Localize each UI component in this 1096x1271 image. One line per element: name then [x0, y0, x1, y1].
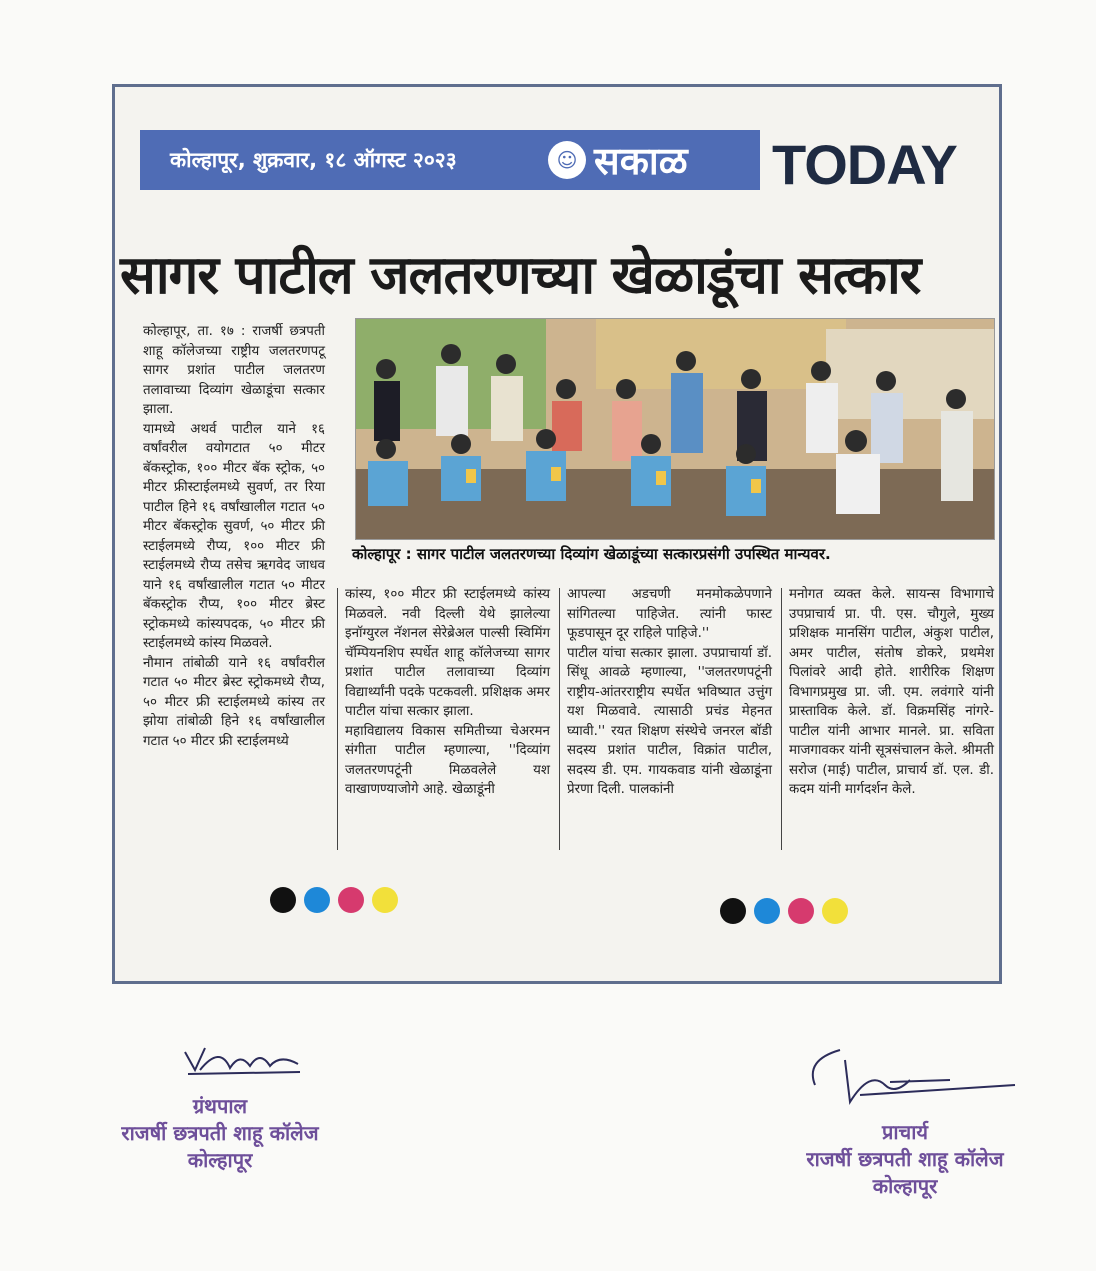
registration-dot	[720, 898, 746, 924]
paragraph: आपल्या अडचणी मनमोकळेपणाने सांगितल्या पाहिजेत. त्यांनी फास्ट फूडपासून दूर राहिले पाहिजे.''	[567, 587, 772, 641]
registration-dot	[372, 887, 398, 913]
stamp-line: कोल्हापूर	[187, 1148, 253, 1172]
registration-marks-right	[720, 898, 848, 924]
paragraph: नौमान तांबोळी याने १६ वर्षांवरील गटात ५० मीटर ब्रेस्ट स्ट्रोकमध्ये रौप्य, ५० मीटर फ्री स्टाईलमध्ये कांस्य तर झोया तांबोळी हिने १६ वर्षांखालील गटात ५० मीटर फ्री स्टाईलमध्ये	[143, 655, 325, 749]
newspaper-logo	[548, 134, 688, 186]
principal-stamp	[770, 1118, 1040, 1199]
stamp-line: राजर्षी छत्रपती शाहू कॉलेज	[806, 1147, 1004, 1171]
registration-dot	[270, 887, 296, 913]
photo-caption: कोल्हापूर : सागर पाटील जलतरणच्या दिव्यांग खेळाडूंच्या सत्कारप्रसंगी उपस्थित मान्यवर.	[352, 545, 831, 563]
paragraph: मनोगत व्यक्त केले. सायन्स विभागाचे उपप्राचार्य प्रा. पी. एस. चौगुले, मुख्य प्रशिक्षक मानसिंग पाटील, अंकुश पाटील, अमर पाटील, संतोष डोकरे, प्रथमेश पिलांवरे आदी होते. शारीरिक शिक्षण विभागप्रमुख प्रा. जी. एम. लवंगारे यांनी प्रास्ताविक केले. डॉ. विक्रमसिंह नांगरे-पाटील यांनी आभार मानले. प्रा. सविता माजगावकर यांनी सूत्रसंचालन केले. श्रीमती सरोज (माई) पाटील, प्राचार्य डॉ. एल. डी. कदम यांनी मार्गदर्शन केले.	[789, 587, 994, 797]
registration-dot	[822, 898, 848, 924]
paragraph: पाटील यांचा सत्कार झाला. उपप्राचार्या डॉ. सिंधू आवळे म्हणाल्या, ''जलतरणपटूंनी राष्ट्रीय-आंतरराष्ट्रीय स्पर्धेत भविष्यात उत्तुंग यश मिळवावे. त्यासाठी प्रचंड मेहनत घ्यावी.'' रयत शिक्षण संस्थेचे जनरल बॉडी सदस्य प्रशांत पाटील, विक्रांत पाटील, सदस्य डी. एम. गायकवाड यांनी खेळाडूंना प्रेरणा दिली. पालकांनी	[567, 645, 772, 797]
edition-title: TODAY	[772, 133, 957, 196]
article-column-4	[789, 585, 994, 800]
principal-signature	[800, 1040, 1020, 1115]
masthead-date: कोल्हापूर, शुक्रवार, १८ ऑगस्ट २०२३	[170, 148, 457, 172]
stamp-line: ग्रंथपाल	[192, 1094, 248, 1118]
registration-dot	[304, 887, 330, 913]
column-rule	[781, 588, 782, 850]
sakal-logo-icon: ☺	[548, 141, 586, 179]
paragraph: कोल्हापूर, ता. १७ : राजर्षी छत्रपती शाहू कॉलेजच्या राष्ट्रीय जलतरणपटू सागर प्रशांत पाटील जलतरण तलावाच्या दिव्यांग खेळाडूंचा सत्कार झाला.	[143, 324, 325, 417]
librarian-stamp	[85, 1092, 355, 1173]
librarian-signature	[180, 1040, 310, 1080]
stamp-line: प्राचार्य	[881, 1120, 929, 1144]
paragraph: महाविद्यालय विकास समितीच्या चेअरमन संगीता पाटील म्हणाल्या, ''दिव्यांग जलतरणपटूंनी मिळवलेले यश वाखाणण्याजोगे आहे. खेळाडूंनी	[345, 723, 550, 797]
registration-marks-left	[270, 887, 398, 913]
stamp-line: राजर्षी छत्रपती शाहू कॉलेज	[121, 1121, 319, 1145]
article-column-1	[143, 322, 325, 751]
registration-dot	[754, 898, 780, 924]
article-column-2	[345, 585, 550, 800]
column-rule	[337, 588, 338, 850]
registration-dot	[788, 898, 814, 924]
paragraph: कांस्य, १०० मीटर फ्री स्टाईलमध्ये कांस्य मिळवले. नवी दिल्ली येथे झालेल्या इनॉग्युरल नॅशनल सेरेब्रेअल पाल्सी स्विमिंग चॅम्पियनशिप स्पर्धेत शाहू कॉलेजच्या सागर प्रशांत पाटील तलावाच्या दिव्यांग विद्यार्थ्यांनी पदके पटकवली. प्रशिक्षक अमर पाटील यांचा सत्कार झाला.	[345, 587, 550, 719]
article-column-3	[567, 585, 772, 800]
paragraph: यामध्ये अथर्व पाटील याने १६ वर्षांवरील वयोगटात ५० मीटर बॅकस्ट्रोक, १०० मीटर बॅक स्ट्रोक, ५० मीटर फ्रीस्टाईलमध्ये सुवर्ण, तर रिया पाटील हिने १६ वर्षांखालील गटात ५० मीटर बॅकस्ट्रोक सुवर्ण, ५० मीटर फ्री स्टाईलमध्ये रौप्य, १०० मीटर फ्री स्टाईलमध्ये रौप्य तसेच ऋगवेद जाधव याने १६ वर्षांखालील गटात ५० मीटर बॅकस्ट्रोक रौप्य, १०० मीटर ब्रेस्ट स्ट्रोकमध्ये कांस्यपदक, ५० मीटर फ्री स्टाईलमध्ये कांस्य मिळवले.	[143, 421, 325, 651]
registration-dot	[338, 887, 364, 913]
logo-text: सकाळ	[594, 139, 688, 183]
article-headline: सागर पाटील जलतरणच्या खेळाडूंचा सत्कार	[120, 245, 921, 306]
column-rule	[559, 588, 560, 850]
group-photo-illustration	[356, 319, 994, 539]
article-photo	[355, 318, 995, 540]
stamp-line: कोल्हापूर	[872, 1174, 938, 1198]
